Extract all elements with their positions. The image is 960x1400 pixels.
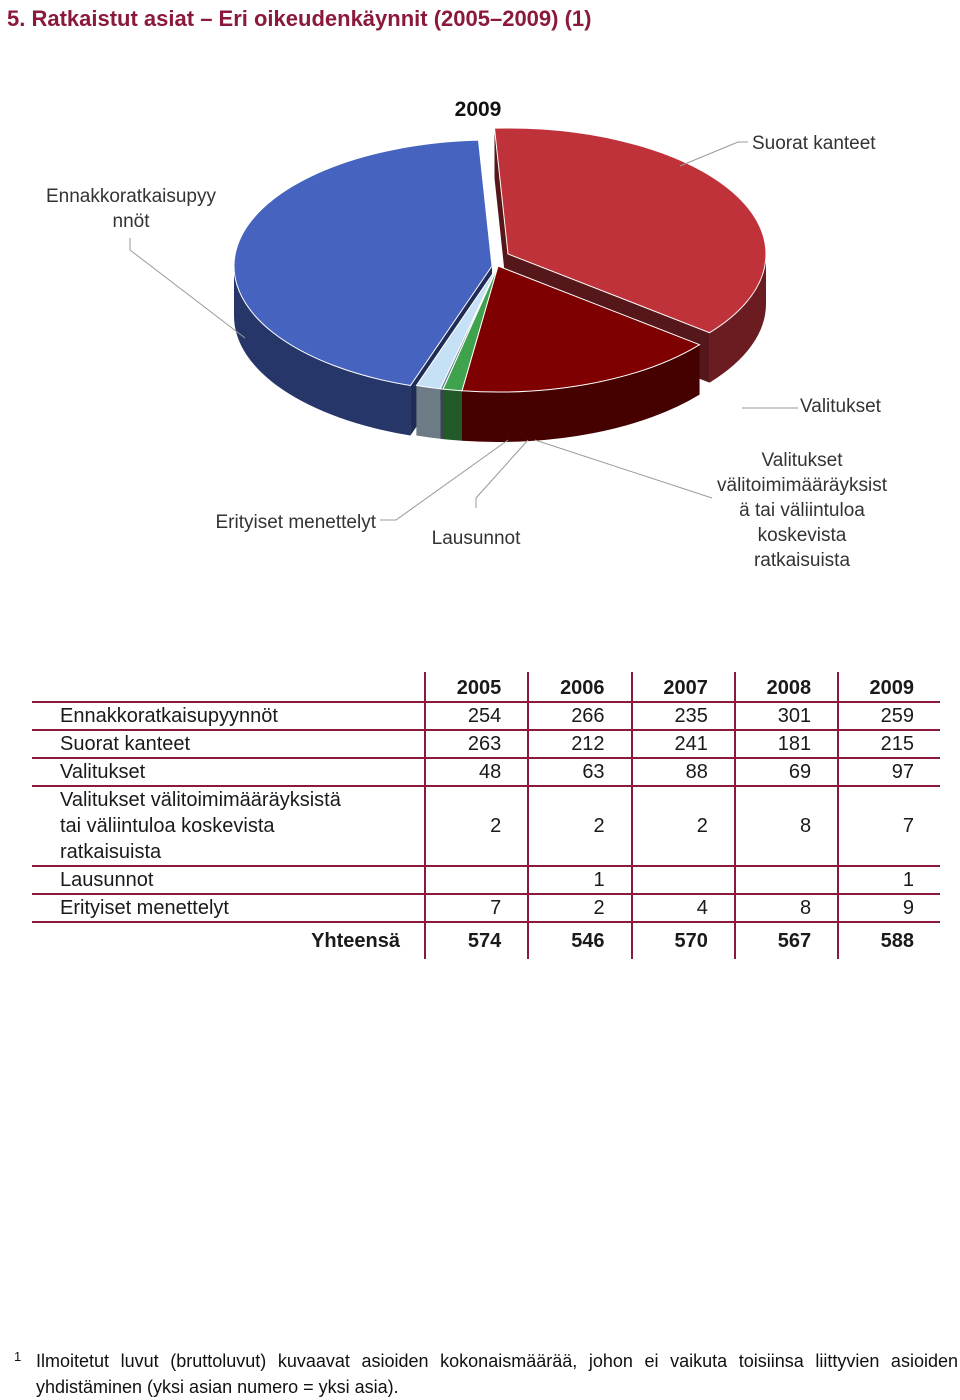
total-cell: 570 <box>632 922 735 959</box>
total-cell: 567 <box>735 922 838 959</box>
cell: 266 <box>528 702 631 730</box>
row-label-line: ratkaisuista <box>60 841 162 863</box>
cell: 7 <box>425 894 528 922</box>
cell: 259 <box>838 702 940 730</box>
cell: 4 <box>632 894 735 922</box>
pie-side-3-0 <box>440 389 443 439</box>
cell: 241 <box>632 730 735 758</box>
table-total-row <box>32 922 940 959</box>
chart-title: 2009 <box>454 98 502 121</box>
row-label-line: tai väliintuloa koskevista <box>60 815 275 837</box>
row-label-line: Valitukset välitoimimääräyksistä <box>60 789 341 811</box>
total-label: Yhteensä <box>311 930 400 952</box>
label-valitukset: Valitukset <box>800 396 881 417</box>
row-label: Erityiset menettelyt <box>32 894 425 922</box>
leader-valitoimi <box>535 440 712 498</box>
leader-lausunnot <box>476 440 528 508</box>
cell: 2 <box>632 786 735 866</box>
leader-suorat <box>680 142 748 166</box>
cell: 235 <box>632 702 735 730</box>
table-row <box>32 866 940 894</box>
label-valitoimi-line1: Valitukset <box>761 450 843 471</box>
label-erityiset: Erityiset menettelyt <box>215 512 376 533</box>
cell: 63 <box>528 758 631 786</box>
cell: 2 <box>425 786 528 866</box>
table-row <box>32 786 940 866</box>
cell: 254 <box>425 702 528 730</box>
cell: 2 <box>528 894 631 922</box>
header-year: 2005 <box>425 672 528 702</box>
total-cell: 588 <box>838 922 940 959</box>
header-year: 2009 <box>838 672 940 702</box>
cell: 2 <box>528 786 631 866</box>
label-valitoimi-line4: koskevista <box>757 525 847 546</box>
table-row <box>32 894 940 922</box>
label-ennakko-line2: nnöt <box>112 211 150 232</box>
cell: 9 <box>838 894 940 922</box>
label-suorat-kanteet: Suorat kanteet <box>752 133 876 154</box>
footnote-text: Ilmoitetut luvut (bruttoluvut) kuvaavat asioiden kokonaismäärää, johon ei vaikuta toisiinsa liittyvien asioiden yhdistäminen (yksi asian numero = yksi asia). <box>36 1351 958 1397</box>
footnote <box>14 1348 958 1400</box>
cell: 8 <box>735 894 838 922</box>
data-table <box>32 672 940 959</box>
cell: 301 <box>735 702 838 730</box>
total-cell: 574 <box>425 922 528 959</box>
row-label: Suorat kanteet <box>32 730 425 758</box>
pie-side-4-0 <box>416 386 440 439</box>
label-valitoimi-line5: ratkaisuista <box>753 550 851 571</box>
table-row <box>32 730 940 758</box>
row-label <box>32 786 425 866</box>
cell: 97 <box>838 758 940 786</box>
pie-side-2-0 <box>443 389 462 441</box>
header-year: 2006 <box>528 672 631 702</box>
pie-tops <box>234 128 766 392</box>
header-year: 2008 <box>735 672 838 702</box>
table-row <box>32 758 940 786</box>
label-valitoimi-line3: ä tai väliintuloa <box>739 500 865 521</box>
total-cell: 546 <box>528 922 631 959</box>
pie-chart <box>0 0 960 640</box>
cell <box>425 866 528 894</box>
cell: 7 <box>838 786 940 866</box>
header-empty <box>32 672 425 702</box>
label-valitoimi-line2: välitoimimääräyksist <box>717 475 887 496</box>
leader-ennakko <box>130 238 245 338</box>
table-row <box>32 702 940 730</box>
cell: 88 <box>632 758 735 786</box>
row-label: Valitukset <box>32 758 425 786</box>
footnote-mark: 1 <box>14 1349 22 1364</box>
header-year: 2007 <box>632 672 735 702</box>
cell: 263 <box>425 730 528 758</box>
cell: 8 <box>735 786 838 866</box>
cell: 69 <box>735 758 838 786</box>
table-header-row <box>32 672 940 702</box>
cell: 215 <box>838 730 940 758</box>
cell <box>735 866 838 894</box>
cell <box>632 866 735 894</box>
row-label: Ennakkoratkaisupyynnöt <box>32 702 425 730</box>
cell: 1 <box>838 866 940 894</box>
label-lausunnot: Lausunnot <box>431 528 521 549</box>
label-ennakko-line1: Ennakkoratkaisupyy <box>45 186 217 207</box>
cell: 212 <box>528 730 631 758</box>
cell: 48 <box>425 758 528 786</box>
cell: 181 <box>735 730 838 758</box>
leader-erityiset <box>380 440 508 520</box>
cell: 1 <box>528 866 631 894</box>
page-title: 5. Ratkaistut asiat – Eri oikeudenkäynnit (2005–2009) (1) <box>7 6 592 31</box>
row-label: Lausunnot <box>32 866 425 894</box>
